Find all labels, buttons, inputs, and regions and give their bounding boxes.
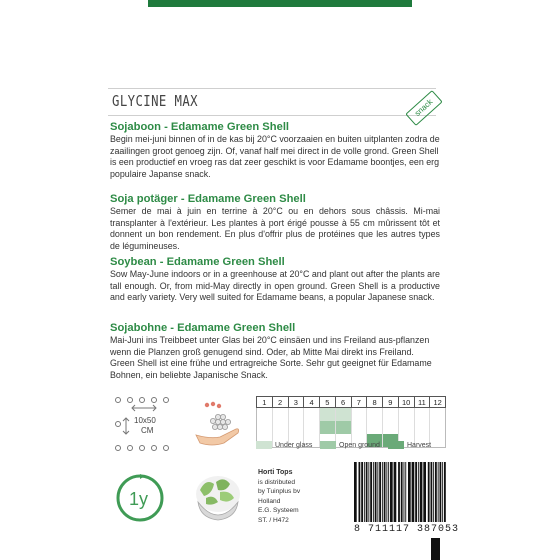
snack-stamp: snack bbox=[405, 90, 442, 126]
open-ground-month-8 bbox=[367, 421, 383, 434]
under-glass-month-11 bbox=[415, 408, 431, 421]
open-ground-month-5 bbox=[320, 421, 336, 434]
section-german bbox=[110, 322, 440, 381]
barcode-bar bbox=[435, 462, 437, 522]
barcode-bar bbox=[405, 462, 406, 522]
under-glass-swatch bbox=[256, 441, 272, 449]
barcode-bar bbox=[388, 462, 389, 522]
barcode-bars bbox=[352, 462, 448, 522]
barcode-bar bbox=[404, 462, 405, 522]
barcode-bar bbox=[431, 462, 433, 522]
under-glass-row bbox=[256, 408, 446, 421]
under-glass-month-12 bbox=[430, 408, 445, 421]
brand-line: is distributed bbox=[258, 478, 296, 486]
barcode-bar bbox=[418, 462, 419, 522]
open-ground-month-9 bbox=[383, 421, 399, 434]
brand-line: by Tuinplus bv bbox=[258, 488, 301, 496]
barcode-bar bbox=[401, 462, 403, 522]
barcode-bar bbox=[368, 462, 369, 522]
legend-harvest bbox=[388, 441, 431, 449]
section-dutch bbox=[110, 121, 440, 180]
open-ground-month-12 bbox=[430, 421, 445, 434]
top-color-bar bbox=[148, 0, 412, 7]
plant-spacing-icon bbox=[112, 394, 172, 454]
barcode-bar bbox=[366, 462, 368, 522]
open-ground-month-1 bbox=[257, 421, 273, 434]
barcode-bar bbox=[359, 462, 361, 522]
barcode-bar bbox=[444, 462, 446, 522]
section-title: Sojabohne - Edamame Green Shell bbox=[110, 322, 296, 334]
open-ground-month-7 bbox=[352, 421, 368, 434]
legend-open-ground bbox=[320, 441, 380, 449]
barcode-bar bbox=[442, 462, 443, 522]
barcode-bar bbox=[354, 462, 357, 522]
barcode-bar bbox=[415, 462, 417, 522]
month-cell: 11 bbox=[414, 396, 430, 408]
barcode-bar bbox=[375, 462, 377, 522]
month-cell: 3 bbox=[288, 396, 304, 408]
barcode-bar bbox=[377, 462, 378, 522]
brand-line: ST. / H472 bbox=[258, 516, 289, 524]
barcode-bar bbox=[379, 462, 381, 522]
calendar-legend bbox=[256, 441, 456, 453]
latin-name: GLYCINE MAX bbox=[112, 92, 198, 110]
month-cell: 6 bbox=[335, 396, 351, 408]
barcode-bar bbox=[423, 462, 426, 522]
cycle-label: 1y bbox=[129, 489, 149, 509]
barcode-bar bbox=[382, 462, 383, 522]
open-ground-month-6 bbox=[336, 421, 352, 434]
open-ground-month-10 bbox=[399, 421, 415, 434]
barcode-bar bbox=[361, 462, 363, 522]
barcode-bar bbox=[433, 462, 434, 522]
barcode-bar bbox=[384, 462, 386, 522]
open-ground-month-2 bbox=[273, 421, 289, 434]
barcode-bar bbox=[440, 462, 442, 522]
annual-cycle-icon bbox=[112, 470, 168, 526]
under-glass-month-8 bbox=[367, 408, 383, 421]
section-french bbox=[110, 193, 440, 252]
under-glass-month-4 bbox=[304, 408, 320, 421]
barcode-bar bbox=[420, 462, 423, 522]
month-cell: 5 bbox=[319, 396, 335, 408]
month-cell: 9 bbox=[382, 396, 398, 408]
corner-mark bbox=[431, 538, 440, 560]
seeds-in-hand-icon bbox=[190, 395, 246, 451]
barcode-bar bbox=[364, 462, 365, 522]
barcode-number: 8 711117 387053 bbox=[354, 524, 460, 535]
open-ground-swatch bbox=[320, 441, 336, 449]
under-glass-month-6 bbox=[336, 408, 352, 421]
section-title: Soybean - Edamame Green Shell bbox=[110, 256, 285, 268]
open-ground-row bbox=[256, 421, 446, 434]
section-title: Sojaboon - Edamame Green Shell bbox=[110, 121, 290, 133]
under-glass-month-9 bbox=[383, 408, 399, 421]
brand-line: E.G. Systeem bbox=[258, 507, 299, 515]
open-ground-month-11 bbox=[415, 421, 431, 434]
barcode-bar bbox=[412, 462, 415, 522]
legend-harvest-label: Harvest bbox=[407, 441, 432, 449]
barcode bbox=[352, 462, 448, 524]
barcode-bar bbox=[370, 462, 372, 522]
under-glass-month-1 bbox=[257, 408, 273, 421]
under-glass-month-2 bbox=[273, 408, 289, 421]
section-english bbox=[110, 256, 440, 304]
barcode-bar bbox=[390, 462, 393, 522]
barcode-bar bbox=[438, 462, 439, 522]
legend-under-glass bbox=[256, 441, 312, 449]
legend-under-glass-label: Under glass bbox=[275, 441, 313, 449]
section-body: Begin mei-juni binnen of in de kas bij 20°C voorzaaien en buiten uitplanten zodra de zaailingen groot genoeg zijn. Of, vanaf half mei direct in de volle grond. Green Shell is een productief en vroeg ras dat zeer geschikt is voor Edamame boontjes, een erg populaire Japanse snack. bbox=[110, 134, 440, 179]
month-cell: 10 bbox=[398, 396, 414, 408]
section-title: Soja potäger - Edamame Green Shell bbox=[110, 193, 306, 205]
section-body: Sow May-June indoors or in a greenhouse at 20°C and plant out after the plants are tall enough. Or, from mid-May directly in open ground. Green Shell is a productive and early variety. Very well suited for Edamame beans, a popular Japanese snack. bbox=[110, 269, 440, 303]
month-header-row bbox=[256, 396, 446, 408]
month-cell: 7 bbox=[351, 396, 367, 408]
barcode-bar bbox=[394, 462, 397, 522]
under-glass-month-3 bbox=[289, 408, 305, 421]
spacing-value: 10x50 bbox=[134, 416, 156, 425]
legend-open-ground-label: Open ground bbox=[339, 441, 380, 449]
distributor-info bbox=[258, 468, 338, 526]
under-glass-month-5 bbox=[320, 408, 336, 421]
brand-line: Holland bbox=[258, 497, 281, 505]
harvest-swatch bbox=[388, 441, 404, 449]
month-cell: 4 bbox=[303, 396, 319, 408]
month-cell: 12 bbox=[429, 396, 446, 408]
month-cell: 8 bbox=[366, 396, 382, 408]
under-glass-month-7 bbox=[352, 408, 368, 421]
barcode-bar bbox=[398, 462, 400, 522]
section-body: Semer de mai à juin en terrine à 20°C ou en dehors sous châssis. Mi-mai transplanter à l'extérieur. Les plantes à port érigé pousse à 55 cm mûrissent tôt et donnent un bon rendement. En plus d'offrir plus de protéines que les autres types de légumineuses. bbox=[110, 206, 440, 251]
barcode-bar bbox=[386, 462, 387, 522]
under-glass-month-10 bbox=[399, 408, 415, 421]
spacing-unit: CM bbox=[141, 426, 154, 435]
section-body: Mai-Juni ins Treibbeet unter Glas bei 20°C einsäen und ins Freiland aus-pflanzen wenn die Planzen groß genugend sind. Oder, ab Mitte Mai direkt ins Freiland. Green Shell ist eine frühe und ertragreiche Sorte. Sehr gut geeignet für Edamame Bohnen, ein beliebte Japanische Snack. bbox=[110, 335, 432, 380]
barcode-bar bbox=[373, 462, 374, 522]
edamame-bowl-icon bbox=[190, 470, 246, 526]
brand-name: Horti Tops bbox=[258, 469, 293, 476]
open-ground-month-3 bbox=[289, 421, 305, 434]
barcode-bar bbox=[428, 462, 430, 522]
open-ground-month-4 bbox=[304, 421, 320, 434]
month-cell: 1 bbox=[256, 396, 272, 408]
barcode-bar bbox=[408, 462, 411, 522]
month-cell: 2 bbox=[272, 396, 288, 408]
